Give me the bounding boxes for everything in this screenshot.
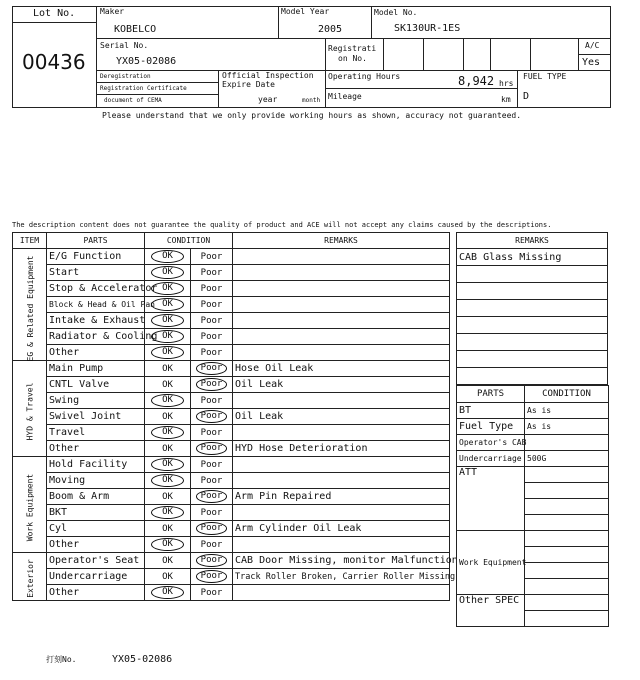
- model-no-label: Model No.: [374, 8, 418, 17]
- remark-text: [233, 313, 450, 329]
- group-label-cell: [13, 249, 47, 361]
- condition-ok: [145, 425, 191, 441]
- table-row: [13, 585, 450, 601]
- right-remarks-table: [456, 232, 608, 385]
- condition-ok: [145, 249, 191, 265]
- right-part-condition: [525, 435, 609, 451]
- right-part-name: Undercarriage: [457, 451, 525, 467]
- fuel-value: D: [523, 91, 530, 102]
- condition-poor: [191, 265, 233, 281]
- part-name: BKT: [47, 505, 145, 521]
- condition-poor: [191, 377, 233, 393]
- ok-circled: OK: [151, 586, 184, 599]
- condition-poor: [191, 249, 233, 265]
- hours-unit: hrs: [499, 79, 514, 88]
- remark-text: [233, 329, 450, 345]
- condition-ok: [145, 393, 191, 409]
- table-row: [13, 521, 450, 537]
- condition-poor: [191, 457, 233, 473]
- remark-text: [233, 281, 450, 297]
- mileage-unit: km: [501, 95, 511, 104]
- col-remarks: REMARKS: [233, 233, 450, 249]
- part-name: Swing: [47, 393, 145, 409]
- right-remark-row: [457, 351, 608, 368]
- part-name: Block & Head & Oil Pan: [47, 297, 145, 313]
- ok-label: OK: [162, 379, 173, 390]
- poor-label: Poor: [200, 427, 223, 438]
- maker-value: KOBELCO: [114, 24, 157, 35]
- poor-label: Poor: [200, 315, 223, 326]
- right-part-condition: [525, 563, 609, 579]
- right-remark-row: [457, 300, 608, 317]
- ok-label: OK: [162, 411, 173, 422]
- poor-label: Poor: [200, 299, 223, 310]
- remark-text: [233, 425, 450, 441]
- condition-poor: [191, 329, 233, 345]
- ok-circled: OK: [151, 266, 184, 279]
- right-remark-row: [457, 317, 608, 334]
- remark-text: [233, 537, 450, 553]
- ok-label: OK: [162, 523, 173, 534]
- table-row: [13, 345, 450, 361]
- remark-text: CAB Door Missing, monitor Malfunction: [233, 553, 450, 569]
- right-part-condition: [525, 467, 609, 483]
- ok-circled: OK: [151, 314, 184, 327]
- condition-poor: [191, 553, 233, 569]
- right-part-condition: [525, 595, 609, 611]
- right-part-condition: [525, 579, 609, 595]
- right-remark-row: [457, 266, 608, 283]
- condition-poor: [191, 505, 233, 521]
- table-row: [13, 393, 450, 409]
- fuel-label: FUEL TYPE: [523, 72, 567, 81]
- remark-text: [233, 585, 450, 601]
- ok-circled: OK: [151, 330, 184, 343]
- group-label-cell: [13, 361, 47, 457]
- group-label: Exterior: [25, 558, 35, 598]
- poor-label: Poor: [200, 347, 223, 358]
- part-name: Travel: [47, 425, 145, 441]
- part-name: Hold Facility: [47, 457, 145, 473]
- remark-text: [233, 393, 450, 409]
- poor-label: Poor: [200, 251, 223, 262]
- condition-ok: [145, 585, 191, 601]
- inspection-label-2: Expire Date: [222, 80, 275, 89]
- ac-value: Yes: [582, 57, 601, 68]
- col-item: ITEM: [13, 233, 47, 249]
- serial-label: Serial No.: [100, 41, 149, 50]
- table-row: [13, 409, 450, 425]
- part-name: Stop & Accelerator: [47, 281, 145, 297]
- right-parts-header: PARTS: [457, 386, 525, 403]
- condition-poor: [191, 473, 233, 489]
- registration-label-2: on No.: [338, 54, 367, 63]
- remark-text: [233, 457, 450, 473]
- poor-label: Poor: [200, 539, 223, 550]
- other-spec-label: Other SPEC: [457, 595, 525, 627]
- remark-text: Hose Oil Leak: [233, 361, 450, 377]
- poor-label: Poor: [200, 283, 223, 294]
- right-remark-row: CAB Glass Missing: [457, 249, 608, 266]
- footer-value: YX05-02086: [112, 654, 173, 665]
- maker-label: Maker: [100, 7, 125, 16]
- table-row: [13, 249, 450, 265]
- part-name: Boom & Arm: [47, 489, 145, 505]
- table-row: [13, 489, 450, 505]
- dereg-doc: document of CEMA: [104, 97, 162, 104]
- ok-circled: OK: [151, 298, 184, 311]
- table-row: [13, 281, 450, 297]
- table-row: [13, 537, 450, 553]
- right-part-condition: [525, 531, 609, 547]
- condition-poor: [191, 441, 233, 457]
- ok-label: OK: [162, 571, 173, 582]
- hours-value: 8,942: [458, 74, 495, 88]
- right-parts-table: [456, 385, 609, 627]
- condition-ok: [145, 505, 191, 521]
- part-name: Swivel Joint: [47, 409, 145, 425]
- part-name: Main Pump: [47, 361, 145, 377]
- condition-poor: [191, 281, 233, 297]
- remark-text: Oil Leak: [233, 377, 450, 393]
- condition-ok: [145, 473, 191, 489]
- condition-ok: [145, 377, 191, 393]
- group-label: EG & Related Equipment: [25, 255, 35, 361]
- lot-label: Lot No.: [33, 8, 76, 19]
- remark-text: [233, 345, 450, 361]
- right-part-name: Operator's CAB: [457, 435, 525, 451]
- condition-poor: [191, 569, 233, 585]
- model-year-value: 2005: [318, 24, 343, 35]
- condition-poor: [191, 409, 233, 425]
- ok-circled: OK: [151, 250, 184, 263]
- group-label: HYD & Travel: [25, 382, 35, 441]
- ok-label: OK: [162, 555, 173, 566]
- right-part-condition: 500G: [525, 451, 609, 467]
- col-condition: CONDITION: [145, 233, 233, 249]
- table-row: [13, 297, 450, 313]
- condition-poor: [191, 393, 233, 409]
- inspection-label: Official Inspection: [222, 71, 314, 80]
- group-label-cell: [13, 553, 47, 601]
- part-name: E/G Function: [47, 249, 145, 265]
- condition-ok: [145, 569, 191, 585]
- condition-poor: [191, 521, 233, 537]
- poor-circled: Poor: [196, 522, 228, 535]
- part-name: Radiator & Cooling: [47, 329, 145, 345]
- poor-label: Poor: [200, 395, 223, 406]
- ok-label: OK: [162, 363, 173, 374]
- right-condition-header: CONDITION: [525, 386, 609, 403]
- header-box: [12, 6, 611, 108]
- condition-poor: [191, 297, 233, 313]
- table-row: [13, 377, 450, 393]
- poor-circled: Poor: [196, 378, 228, 391]
- table-row: [13, 329, 450, 345]
- right-part-name: BT: [457, 403, 525, 419]
- condition-ok: [145, 297, 191, 313]
- hours-label: Operating Hours: [328, 72, 401, 81]
- part-name: Moving: [47, 473, 145, 489]
- part-name: Other: [47, 345, 145, 361]
- table-row: [13, 457, 450, 473]
- part-name: Other: [47, 537, 145, 553]
- remark-text: HYD Hose Deterioration: [233, 441, 450, 457]
- condition-ok: [145, 457, 191, 473]
- table-row: [13, 505, 450, 521]
- remark-text: [233, 249, 450, 265]
- right-remark-row: [457, 334, 608, 351]
- part-name: Cyl: [47, 521, 145, 537]
- serial-value: YX05-02086: [116, 56, 177, 67]
- condition-poor: [191, 345, 233, 361]
- col-parts: PARTS: [47, 233, 145, 249]
- hours-notice: Please understand that we only provide working hours as shown, accuracy not guaranteed.: [102, 111, 522, 120]
- ac-label: A/C: [585, 41, 600, 50]
- table-row: [13, 313, 450, 329]
- condition-ok: [145, 521, 191, 537]
- att-label: ATT: [457, 467, 525, 531]
- group-label-cell: [13, 457, 47, 553]
- ok-label: OK: [162, 443, 173, 454]
- poor-circled: Poor: [196, 362, 228, 375]
- table-row: [13, 569, 450, 585]
- ok-circled: OK: [151, 394, 184, 407]
- condition-poor: [191, 425, 233, 441]
- condition-ok: [145, 313, 191, 329]
- poor-circled: Poor: [196, 554, 228, 567]
- right-part-condition: [525, 547, 609, 563]
- group-label: Work Equipment: [25, 473, 35, 542]
- right-part-condition: As is: [525, 403, 609, 419]
- table-row: [13, 425, 450, 441]
- remark-text: [233, 473, 450, 489]
- table-row: [13, 265, 450, 281]
- remark-text: [233, 505, 450, 521]
- dereg-cert: Registration Certificate: [100, 85, 187, 92]
- part-name: Other: [47, 441, 145, 457]
- right-part-condition: [525, 499, 609, 515]
- right-remarks-header: REMARKS: [457, 233, 608, 249]
- condition-ok: [145, 441, 191, 457]
- footer-label: 打刻No.: [46, 655, 77, 664]
- right-part-condition: [525, 483, 609, 499]
- poor-label: Poor: [200, 267, 223, 278]
- remark-text: Track Roller Broken, Carrier Roller Missing: [233, 569, 450, 585]
- remark-text: Oil Leak: [233, 409, 450, 425]
- mileage-label: Mileage: [328, 92, 362, 101]
- remark-text: [233, 297, 450, 313]
- table-row: [13, 441, 450, 457]
- condition-poor: [191, 585, 233, 601]
- registration-label: Registrati: [328, 44, 377, 53]
- work-equipment-label: Work Equipment: [457, 531, 525, 595]
- condition-ok: [145, 265, 191, 281]
- poor-label: Poor: [200, 587, 223, 598]
- part-name: Undercarriage: [47, 569, 145, 585]
- condition-ok: [145, 281, 191, 297]
- poor-circled: Poor: [196, 410, 228, 423]
- part-name: Operator's Seat: [47, 553, 145, 569]
- condition-ok: [145, 489, 191, 505]
- lot-value: 00436: [22, 50, 86, 74]
- ok-circled: OK: [151, 346, 184, 359]
- inspection-table: [12, 232, 458, 601]
- condition-ok: [145, 537, 191, 553]
- model-year-label: Model Year: [281, 7, 330, 16]
- ok-circled: OK: [151, 426, 184, 439]
- poor-label: Poor: [200, 475, 223, 486]
- poor-circled: Poor: [196, 490, 228, 503]
- ok-label: OK: [162, 491, 173, 502]
- remark-text: [233, 265, 450, 281]
- condition-ok: [145, 409, 191, 425]
- table-row: [13, 473, 450, 489]
- ok-circled: OK: [151, 506, 184, 519]
- part-name: Intake & Exhaust: [47, 313, 145, 329]
- condition-ok: [145, 361, 191, 377]
- ok-circled: OK: [151, 458, 184, 471]
- right-part-condition: [525, 515, 609, 531]
- condition-poor: [191, 537, 233, 553]
- ok-circled: OK: [151, 538, 184, 551]
- part-name: Other: [47, 585, 145, 601]
- condition-ok: [145, 345, 191, 361]
- poor-label: Poor: [200, 331, 223, 342]
- condition-poor: [191, 313, 233, 329]
- condition-poor: [191, 489, 233, 505]
- model-no-value: SK130UR-1ES: [394, 23, 461, 34]
- right-part-condition: As is: [525, 419, 609, 435]
- condition-poor: [191, 361, 233, 377]
- table-row: [13, 553, 450, 569]
- poor-label: Poor: [200, 459, 223, 470]
- remark-text: Arm Cylinder Oil Leak: [233, 521, 450, 537]
- dereg-label: Deregistration: [100, 73, 151, 80]
- condition-ok: [145, 553, 191, 569]
- right-remark-row: [457, 283, 608, 300]
- right-part-name: Fuel Type: [457, 419, 525, 435]
- table-row: [13, 361, 450, 377]
- part-name: Start: [47, 265, 145, 281]
- month-label: month: [302, 97, 321, 104]
- poor-circled: Poor: [196, 570, 228, 583]
- remark-text: Arm Pin Repaired: [233, 489, 450, 505]
- part-name: CNTL Valve: [47, 377, 145, 393]
- poor-circled: Poor: [196, 442, 228, 455]
- year-label: year: [258, 95, 278, 104]
- right-part-condition: [525, 611, 609, 627]
- condition-ok: [145, 329, 191, 345]
- ok-circled: OK: [151, 474, 184, 487]
- poor-label: Poor: [200, 507, 223, 518]
- right-remark-row: [457, 368, 608, 385]
- description-notice: The description content does not guarantee the quality of product and ACE will not accept any claims caused by the descriptions.: [12, 221, 552, 229]
- ok-circled: OK: [151, 282, 184, 295]
